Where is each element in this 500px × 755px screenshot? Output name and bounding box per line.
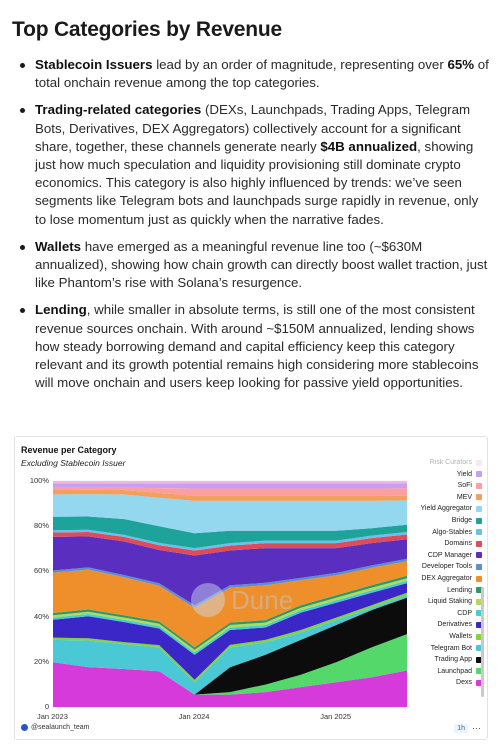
legend-item[interactable] [421, 505, 483, 512]
legend-label: CDP Manager [427, 551, 472, 559]
legend-item[interactable] [452, 517, 482, 524]
legend-label: Launchpad [437, 667, 472, 675]
bullet-list [14, 56, 492, 401]
legend-item[interactable] [431, 645, 482, 652]
legend-swatch [476, 541, 482, 547]
y-tick-label: 60% [33, 566, 49, 576]
legend-item[interactable] [447, 587, 482, 594]
y-tick-label: 20% [33, 656, 49, 666]
dune-logo-icon [191, 583, 225, 617]
y-tick-label: 40% [33, 611, 49, 621]
legend-label: Yield [456, 470, 472, 478]
legend-item[interactable] [449, 633, 482, 640]
body-text: have emerged as a meaningful revenue line too (~$630M annualized), showing how chain growth can directly boost wallet traction, just like Phantom’s rise with Solana’s resurgence. [35, 238, 488, 291]
bold-text: Wallets [35, 238, 82, 254]
legend-swatch [476, 564, 482, 570]
legend-label: Bridge [451, 517, 472, 524]
area-series-risk-curators[interactable] [53, 481, 407, 484]
body-text: , while smaller in absolute terms, is still one of the most consistent revenue sources onchain. With around ~$150M annualized, lending shows how steady borrowing demand and capital efficiency keep this category relevant and its growth potential remains high considering more stablecoins will move onchain and users keep looking for passive yield opportunities. [35, 302, 479, 391]
refresh-badge[interactable]: 1h [454, 724, 468, 733]
legend-label: CDP [457, 609, 472, 617]
bold-text: $4B annualized [320, 138, 418, 154]
bullet-wallets [14, 238, 492, 293]
legend-label: Dexs [456, 679, 472, 687]
author-avatar-icon [21, 724, 28, 731]
legend-item[interactable] [430, 459, 482, 466]
bold-text: Stablecoin Issuers [35, 57, 153, 72]
legend-label: Derivatives [437, 621, 472, 629]
bullet-stablecoin [14, 56, 492, 92]
legend-item[interactable] [458, 482, 482, 489]
x-tick-label: Jan 2024 [178, 712, 210, 721]
legend-scrollbar[interactable] [481, 587, 484, 697]
legend-label: Trading App [434, 656, 472, 664]
bold-text: Lending [35, 302, 87, 318]
legend-item[interactable] [432, 529, 482, 536]
chart-footer-actions [454, 723, 481, 734]
body-text: of total onchain revenue among the top categories. [35, 57, 489, 91]
legend-label: Liquid Staking [428, 598, 472, 606]
legend-item[interactable] [422, 563, 482, 570]
legend-swatch [476, 483, 482, 489]
body-text: , showing just how much speculation and liquidity provisioning still dominate crypto economics. This category is also highly influenced by trends: we’ve seen segments like Telegram bots and launchpads surge rapidly in revenue, only to lose momentum just as quickly when the narrative fades. [35, 138, 479, 227]
x-tick-label: Jan 2023 [37, 712, 68, 721]
page-title: Top Categories by Revenue [12, 18, 283, 41]
dune-watermark [191, 583, 293, 617]
legend-swatch [476, 494, 482, 500]
legend-swatch [476, 518, 482, 524]
legend-label: Risk Curators [429, 459, 472, 466]
legend-label: Yield Aggregator [420, 505, 472, 513]
legend-label: Telegram Bot [430, 644, 472, 652]
more-options-icon[interactable]: ⋯ [472, 723, 481, 733]
bullet-trading [14, 101, 492, 228]
y-tick-label: 80% [33, 521, 49, 531]
legend-swatch [476, 471, 482, 477]
legend-item[interactable] [437, 668, 482, 675]
legend-label: Wallets [449, 633, 472, 640]
legend-item[interactable] [457, 471, 482, 478]
legend-swatch [476, 529, 482, 535]
body-text: (DEXs, Launchpads, Trading Apps, Telegram Bots, Derivatives, DEX Aggregators) collectively account for a significant share, together, these channels generate nearly [35, 102, 471, 154]
legend-label: Domains [444, 540, 472, 548]
legend-item[interactable] [456, 679, 482, 686]
x-tick-label: Jan 2025 [320, 712, 352, 721]
legend-item[interactable] [428, 598, 482, 605]
legend-label: MEV [456, 493, 472, 501]
bullet-lending [14, 301, 492, 392]
legend-label: Algo-Stables [432, 528, 472, 536]
legend-item[interactable] [437, 621, 482, 628]
body-text: lead by an order of magnitude, representing over [152, 57, 448, 72]
bold-text: 65% [447, 57, 475, 72]
legend-swatch [476, 460, 482, 466]
chart-title: Revenue per Category [21, 445, 117, 455]
legend-item[interactable] [428, 552, 482, 559]
chart-subtitle: Excluding Stablecoin Issuer [21, 458, 126, 468]
legend-item[interactable] [421, 575, 482, 582]
legend-label: Lending [447, 586, 472, 594]
legend-item[interactable] [444, 540, 482, 547]
legend-label: SoFi [457, 482, 472, 490]
legend-swatch [476, 576, 482, 582]
legend-item[interactable] [457, 610, 482, 617]
legend-item[interactable] [457, 494, 482, 501]
legend-label: Developer Tools [421, 563, 472, 571]
chart-author[interactable] [21, 724, 89, 731]
y-tick-label: 100% [29, 476, 49, 485]
legend-item[interactable] [435, 656, 483, 663]
bold-text: Trading-related categories [35, 102, 202, 118]
chart-card [14, 436, 488, 740]
author-handle: @sealaunch_team [31, 724, 90, 731]
watermark-text: Dune [231, 584, 294, 615]
y-tick-label: 0 [44, 702, 49, 711]
legend-swatch [476, 506, 482, 512]
legend-swatch [476, 552, 482, 558]
legend-label: DEX Aggregator [421, 575, 472, 582]
